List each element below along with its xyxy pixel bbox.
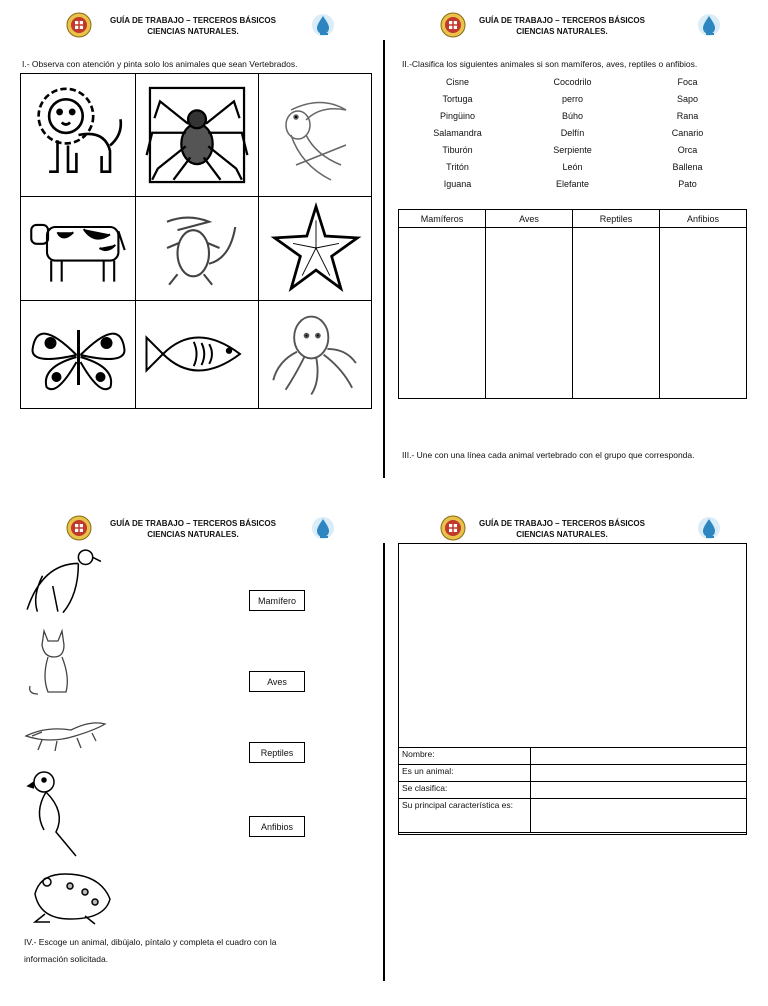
animal-word-list <box>400 73 745 192</box>
answer-cell-reptiles[interactable] <box>573 228 660 399</box>
animal-word: Pingüino <box>439 110 476 121</box>
group-box-anfibios[interactable]: Anfibios <box>249 816 305 837</box>
answer-cell-anfibios[interactable] <box>660 228 747 399</box>
animal-word: Búho <box>561 110 584 121</box>
column-header-aves: Aves <box>486 210 573 228</box>
page-divider-top <box>383 40 385 478</box>
animal-word: Serpiente <box>553 144 592 155</box>
worksheet-header <box>452 15 672 37</box>
butterfly-icon[interactable] <box>26 305 131 405</box>
crocodile-icon[interactable] <box>146 202 251 294</box>
animal-word: Iguana <box>443 178 472 189</box>
toucan-icon[interactable] <box>266 79 366 191</box>
section4-title-line2: información solicitada. <box>24 954 109 964</box>
group-box-mamifero[interactable]: Mamífero <box>249 590 305 611</box>
animal-word: Elefante <box>555 178 590 189</box>
octopus-icon[interactable] <box>266 309 366 404</box>
animal-word: Sapo <box>676 93 699 104</box>
starfish-icon[interactable] <box>266 202 366 294</box>
worksheet-header <box>83 518 303 540</box>
animal-word: Salamandra <box>433 127 482 138</box>
animal-word: Delfín <box>560 127 585 138</box>
section4-title-line1: IV.- Escoge un animal, dibújalo, píntalo y completa el cuadro con la <box>24 937 277 947</box>
field-label-se-clasifica: Se clasifica: <box>399 782 531 799</box>
header-title: GUÍA DE TRABAJO – TERCEROS BÁSICOS <box>110 519 276 528</box>
vertebrate-animal-grid <box>20 73 372 409</box>
animal-word: Orca <box>677 144 698 155</box>
field-label-caracteristica: Su principal característica es: <box>399 799 531 833</box>
header-title: GUÍA DE TRABAJO – TERCEROS BÁSICOS <box>479 519 645 528</box>
spider-icon[interactable] <box>141 79 253 191</box>
lion-icon[interactable] <box>26 79 131 191</box>
classification-table <box>398 209 747 399</box>
drop-logo-icon <box>696 12 722 38</box>
field-input-se-clasifica[interactable] <box>531 782 747 799</box>
field-input-caracteristica[interactable] <box>531 799 747 833</box>
field-input-nombre[interactable] <box>531 748 747 765</box>
page-divider-bottom <box>383 543 385 981</box>
animal-word: perro <box>561 93 583 104</box>
animal-word: Pato <box>678 178 697 189</box>
drop-logo-icon <box>696 515 722 541</box>
group-box-aves[interactable]: Aves <box>249 671 305 692</box>
worksheet-header <box>83 15 303 37</box>
animal-word: Rana <box>676 110 699 121</box>
animal-word: Foca <box>677 76 698 87</box>
fish-icon[interactable] <box>141 314 251 394</box>
animal-word: Tiburón <box>442 144 473 155</box>
cat-icon[interactable] <box>24 626 79 700</box>
group-box-reptiles[interactable]: Reptiles <box>249 742 305 763</box>
animal-word: Cisne <box>445 76 469 87</box>
section1-title: I.- Observa con atención y pinta solo los animales que sean Vertebrados. <box>22 59 298 69</box>
vulture-icon[interactable] <box>22 545 104 617</box>
column-header-mamiferos: Mamíferos <box>399 210 486 228</box>
answer-cell-aves[interactable] <box>486 228 573 399</box>
animal-word: Tritón <box>446 161 469 172</box>
drop-logo-icon <box>310 515 336 541</box>
cow-icon[interactable] <box>26 202 131 294</box>
field-input-es-un-animal[interactable] <box>531 765 747 782</box>
section3-title: III.- Une con una línea cada animal vertebrado con el grupo que corresponda. <box>402 450 695 460</box>
worksheet-header <box>452 518 672 540</box>
answer-cell-mamiferos[interactable] <box>399 228 486 399</box>
drop-logo-icon <box>310 12 336 38</box>
animal-word: Ballena <box>672 161 703 172</box>
section2-title: II.-Clasifica los siguientes animales si son mamíferos, aves, reptiles o anfibios. <box>402 59 698 69</box>
column-header-reptiles: Reptiles <box>573 210 660 228</box>
animal-word: León <box>562 161 583 172</box>
field-label-nombre: Nombre: <box>399 748 531 765</box>
header-subtitle: CIENCIAS NATURALES. <box>516 530 608 539</box>
header-title: GUÍA DE TRABAJO – TERCEROS BÁSICOS <box>110 16 276 25</box>
header-subtitle: CIENCIAS NATURALES. <box>147 27 239 36</box>
animal-word: Canario <box>671 127 704 138</box>
animal-info-table <box>398 747 747 833</box>
column-header-anfibios: Anfibios <box>660 210 747 228</box>
frog-icon[interactable] <box>25 864 117 926</box>
animal-word: Tortuga <box>442 93 473 104</box>
header-subtitle: CIENCIAS NATURALES. <box>147 530 239 539</box>
field-label-es-un-animal: Es un animal: <box>399 765 531 782</box>
parrot-icon[interactable] <box>24 768 82 858</box>
header-title: GUÍA DE TRABAJO – TERCEROS BÁSICOS <box>479 16 645 25</box>
header-subtitle: CIENCIAS NATURALES. <box>516 27 608 36</box>
animal-word: Cocodrilo <box>553 76 592 87</box>
crocodile-icon[interactable] <box>22 708 107 758</box>
